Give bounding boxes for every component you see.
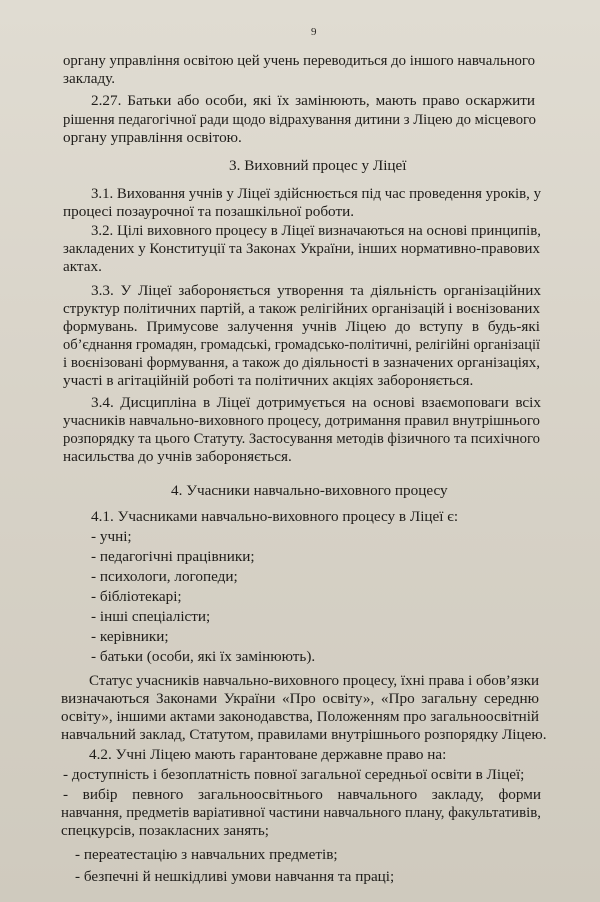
text-line: закладених у Конституції та Законах України, інших нормативно-правових [63,240,540,257]
text-line: насильства до учнів забороняється. [63,448,292,465]
text-line: рішення педагогічної ради щодо відрахування дитини з Ліцею до місцевого [63,111,536,128]
text-line: 3.4. Дисципліна в Ліцеї дотримується на основі взаємоповаги всіх [91,394,541,411]
text-line: формувань. Примусове залучення учнів Ліцею до вступу в будь-які [63,318,540,335]
text-line: - безпечні й нешкідливі умови навчання та праці; [75,868,395,885]
text-line: актах. [63,258,102,275]
text-line: навчання, предметів варіативної частини навчального плану, факультативів, [61,804,541,821]
text-line: - педагогічні працівники; [91,548,255,565]
text-line: - керівники; [91,628,169,645]
text-line: процесі позаурочної та позашкільної роботи. [63,203,355,220]
text-line: - батьки (особи, які їх замінюють). [91,648,316,665]
text-line: органу управління освітою цей учень переводиться до іншого навчального [63,52,535,69]
section-heading: 3. Виховний процес у Ліцеї [229,157,407,174]
text-line: - інші спеціалісти; [91,608,211,625]
text-line: - психологи, логопеди; [91,568,238,585]
text-line: 2.27. Батьки або особи, які їх замінюють, мають право оскаржити [91,92,535,109]
text-line: розпорядку та цього Статуту. Застосування методів фізичного та психічного [63,430,540,447]
section-heading: 4. Учасники навчально-виховного процесу [171,482,448,499]
text-line: спецкурсів, позакласних занять; [61,822,269,839]
text-line: - бібліотекарі; [91,588,182,605]
text-line: визначаються Законами України «Про освіту», «Про загальну середню [61,690,539,707]
text-line: і воєнізовані формування, а також до діяльності в зазначених організаціях, [63,354,540,371]
text-line: освіту», іншими актами законодавства, Положенням про загальноосвітній [61,708,539,725]
text-line: участі в агітаційній роботі та політичних акціях забороняється. [63,372,474,389]
text-line: - вибір певного загальноосвітнього навчального закладу, форми [63,786,541,803]
text-line: закладу. [63,70,116,87]
text-line: - переатестацію з навчальних предметів; [75,846,338,863]
text-line: 3.2. Цілі виховного процесу в Ліцеї визначаються на основі принципів, [91,222,541,239]
text-line: органу управління освітою. [63,129,242,146]
text-line: - учні; [91,528,132,545]
text-line: 3.1. Виховання учнів у Ліцеї здійснюється під час проведення уроків, у [91,185,541,202]
text-line: учасників навчально-виховного процесу, дотримання правил внутрішнього [63,412,540,429]
text-line: Статус учасників навчально-виховного процесу, їхні права і обов’язки [89,672,539,689]
text-line: навчальний заклад, Статутом, правилами внутрішнього розпорядку Ліцею. [61,726,547,743]
text-line: об’єднання громадян, громадські, громадсько-політичні, релігійні організації [63,336,540,353]
text-line: структур політичних партій, а також релігійних організацій і воєнізованих [63,300,540,317]
text-line: 4.1. Учасниками навчально-виховного процесу в Ліцеї є: [91,508,459,525]
page-number: 9 [311,26,317,38]
text-line: - доступність і безоплатність повної загальної середньої освіти в Ліцеї; [63,766,525,783]
text-line: 4.2. Учні Ліцею мають гарантоване державне право на: [89,746,447,763]
text-line: 3.3. У Ліцеї забороняється утворення та діяльність організаційних [91,282,541,299]
